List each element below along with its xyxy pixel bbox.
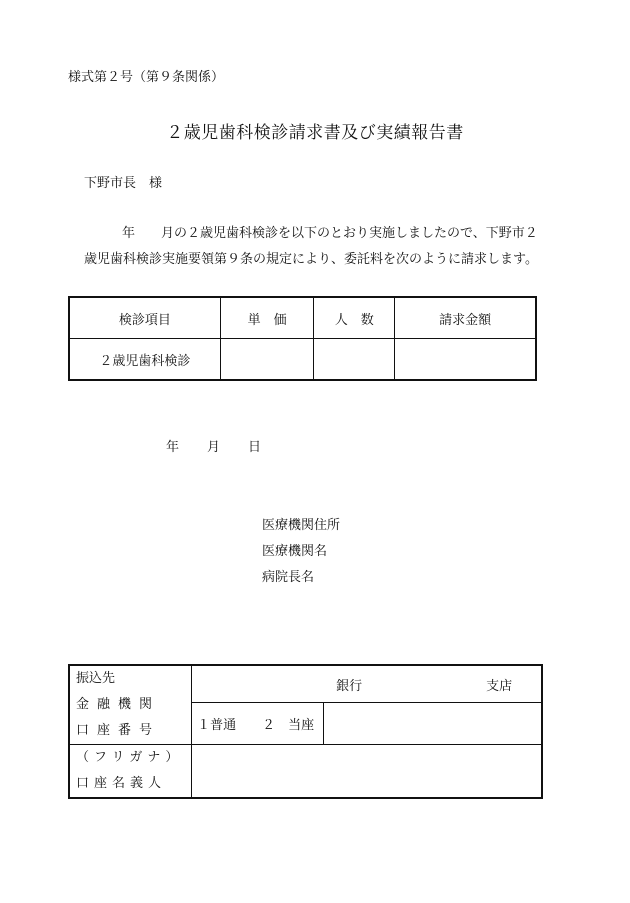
addressee: 下野市長 様 bbox=[84, 176, 163, 191]
cell-exam-item: ２歳児歯科検診 bbox=[69, 339, 220, 381]
form-number: 様式第２号（第９条関係） bbox=[68, 70, 225, 85]
billing-table bbox=[68, 296, 537, 381]
account-number-field[interactable] bbox=[324, 703, 542, 745]
director-name-label: 病院長名 bbox=[262, 570, 315, 585]
billing-header-row bbox=[69, 297, 536, 339]
furigana-label: （フリガナ） bbox=[76, 750, 184, 765]
institution-name-label: 医療機関名 bbox=[262, 544, 328, 559]
header-count: 人 数 bbox=[314, 297, 395, 339]
bank-suffix: 銀行 bbox=[336, 678, 363, 694]
bank-account-table bbox=[68, 664, 543, 799]
date-day: 日 bbox=[248, 440, 262, 455]
account-holder-field[interactable] bbox=[192, 745, 542, 799]
institution-address-label: 医療機関住所 bbox=[262, 518, 341, 533]
document-title: ２歳児歯科検診請求書及び実績報告書 bbox=[166, 123, 464, 143]
account-number-label: 口座番号 bbox=[76, 723, 161, 738]
account-type-field[interactable]: １普通 ２ 当座 bbox=[192, 703, 324, 745]
request-statement bbox=[84, 221, 574, 273]
transfer-label: 振込先 bbox=[76, 671, 116, 686]
header-amount: 請求金額 bbox=[395, 297, 536, 339]
header-unit-price: 単 価 bbox=[220, 297, 314, 339]
statement-line2: 歳児歯科検診実施要領第９条の規定により、委託料を次のように請求します。 bbox=[84, 252, 538, 267]
date-month: 月 bbox=[207, 440, 221, 455]
date-line bbox=[166, 436, 261, 455]
holder-label-cell bbox=[69, 745, 192, 799]
branch-suffix: 支店 bbox=[486, 678, 513, 694]
holder-label: 口座名義人 bbox=[76, 776, 167, 791]
cell-unit-price[interactable] bbox=[220, 339, 314, 381]
billing-row bbox=[69, 339, 536, 381]
cell-count[interactable] bbox=[314, 339, 395, 381]
institution-label: 金融機関 bbox=[76, 697, 161, 712]
header-exam-item: 検診項目 bbox=[69, 297, 220, 339]
statement-line1: 月の２歳児歯科検診を以下のとおり実施しましたので、下野市２ bbox=[161, 226, 538, 241]
date-year: 年 bbox=[166, 440, 180, 455]
bank-label-cell bbox=[69, 665, 192, 745]
bank-branch-field[interactable] bbox=[192, 665, 542, 703]
cell-amount[interactable] bbox=[395, 339, 536, 381]
statement-year: 年 bbox=[122, 226, 136, 241]
